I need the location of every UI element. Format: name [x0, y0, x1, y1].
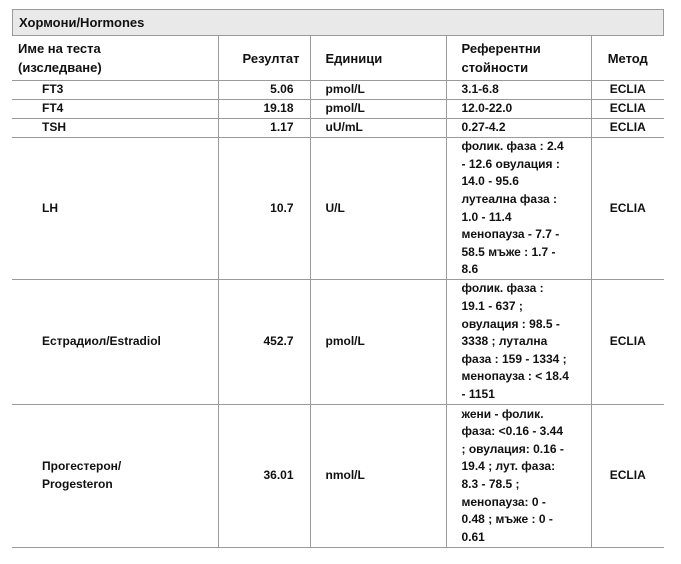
header-result: Резултат	[218, 36, 310, 81]
test-method: ECLIA	[591, 138, 664, 280]
test-name: LH	[12, 138, 218, 280]
test-result: 10.7	[218, 138, 310, 280]
ref-line: фаза : 159 - 1334 ;	[461, 351, 567, 366]
test-unit: nmol/L	[310, 405, 446, 548]
ref-line: 3338 ; лутална	[461, 334, 548, 349]
ref-line: 1.0 - 11.4	[461, 209, 512, 224]
ref-line: 0.48 ; мъже : 0 -	[461, 512, 553, 527]
table-row	[12, 100, 664, 119]
ref-line: 8.6	[461, 262, 479, 277]
ref-line: 14.0 - 95.6	[461, 174, 519, 189]
test-method: ECLIA	[591, 100, 664, 119]
test-reference	[446, 138, 591, 280]
test-unit: pmol/L	[310, 81, 446, 100]
test-result: 36.01	[218, 405, 310, 548]
test-name-line1: Прогестерон/	[42, 459, 122, 474]
results-table	[12, 36, 664, 548]
table-row	[12, 119, 664, 138]
ref-line: 8.3 - 78.5 ;	[461, 477, 520, 491]
test-reference	[446, 280, 591, 405]
test-unit: pmol/L	[310, 100, 446, 119]
header-test-line2: (изследване)	[18, 60, 102, 75]
ref-line: 12.0-22.0	[461, 101, 513, 116]
table-row	[12, 405, 664, 548]
ref-line: фолик. фаза : 2.4	[461, 139, 564, 154]
table-row	[12, 81, 664, 100]
ref-line: - 1151	[461, 386, 495, 401]
header-test-line1: Име на теста	[18, 41, 101, 56]
test-name: TSH	[12, 119, 218, 138]
test-name	[12, 405, 218, 548]
ref-line: ; овулация: 0.16 -	[461, 441, 564, 456]
test-result: 1.17	[218, 119, 310, 138]
test-reference	[446, 100, 591, 119]
test-reference	[446, 119, 591, 138]
table-row	[12, 280, 664, 405]
ref-line: 3.1-6.8	[461, 82, 499, 97]
ref-line: менопауза: 0 -	[461, 494, 546, 509]
test-method: ECLIA	[591, 81, 664, 100]
header-reference	[446, 36, 591, 81]
ref-line: 58.5 мъже : 1.7 -	[461, 244, 556, 259]
ref-line: овулация : 98.5 -	[461, 316, 560, 331]
table-header-row	[12, 36, 664, 81]
test-unit: pmol/L	[310, 280, 446, 405]
ref-line: менопауза - 7.7 -	[461, 227, 560, 242]
header-test-name	[12, 36, 218, 81]
test-reference	[446, 405, 591, 548]
ref-line: менопауза : < 18.4	[461, 369, 569, 384]
ref-line: лутеална фаза :	[461, 191, 558, 206]
ref-line: 19.4 ; лут. фаза:	[461, 459, 556, 474]
test-reference	[446, 81, 591, 100]
test-method: ECLIA	[591, 280, 664, 405]
table-row	[12, 138, 664, 280]
ref-line: 19.1 - 637 ;	[461, 299, 523, 314]
test-result: 5.06	[218, 81, 310, 100]
test-method: ECLIA	[591, 405, 664, 548]
ref-line: жени - фолик.	[461, 406, 544, 421]
test-name: FT4	[12, 100, 218, 119]
test-unit: uU/mL	[310, 119, 446, 138]
test-unit: U/L	[310, 138, 446, 280]
test-name-line2: Progesteron	[42, 477, 113, 491]
header-ref-line2: стойности	[461, 60, 529, 75]
ref-line: фолик. фаза :	[461, 281, 544, 296]
ref-line: 0.61	[461, 529, 485, 544]
section-title: Хормони/Hormones	[12, 9, 664, 36]
header-ref-line1: Референтни	[461, 41, 541, 56]
ref-line: фаза: <0.16 - 3.44	[461, 424, 564, 439]
test-result: 452.7	[218, 280, 310, 405]
test-result: 19.18	[218, 100, 310, 119]
test-name: FT3	[12, 81, 218, 100]
header-units: Единици	[310, 36, 446, 81]
test-method: ECLIA	[591, 119, 664, 138]
ref-line: 0.27-4.2	[461, 120, 506, 135]
header-method: Метод	[591, 36, 664, 81]
test-name: Естрадиол/Estradiol	[12, 280, 218, 405]
ref-line: - 12.6 овулация :	[461, 156, 560, 171]
